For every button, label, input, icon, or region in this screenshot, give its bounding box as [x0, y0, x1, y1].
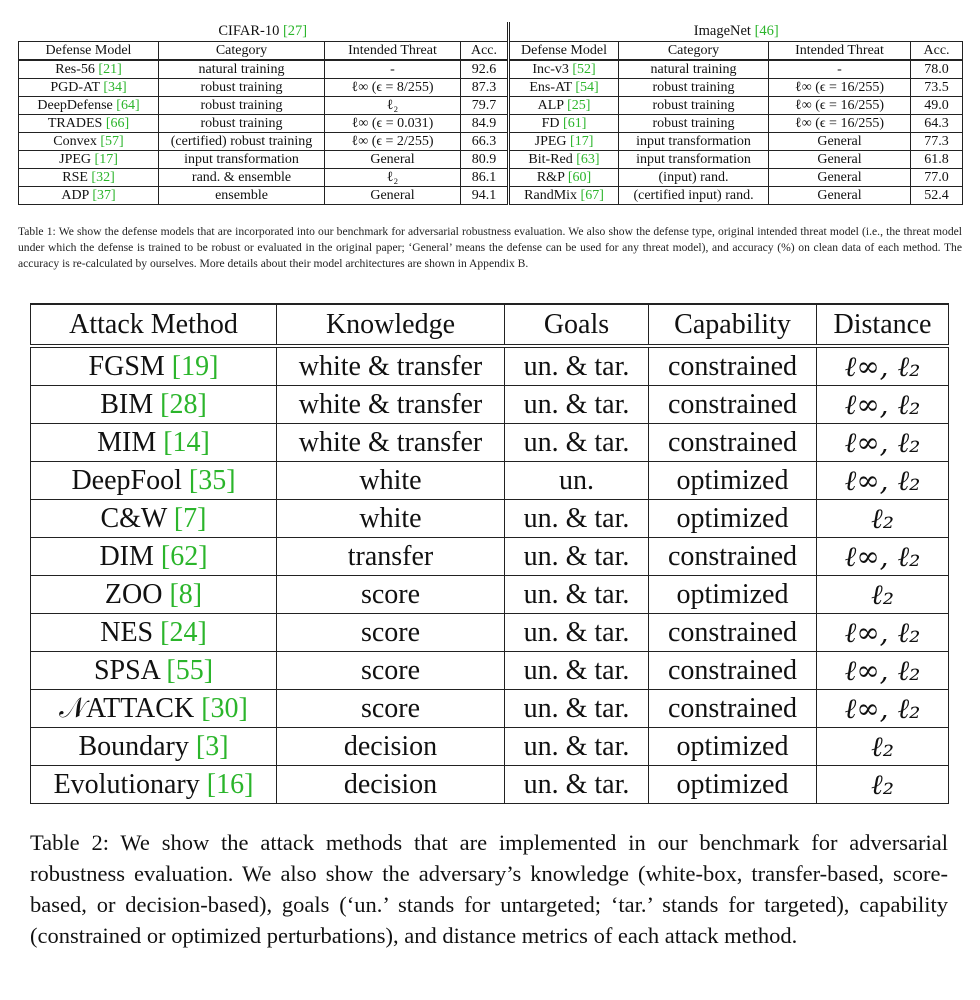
goals-cell: un. & tar.: [505, 538, 649, 576]
threat-cell: ℓ₂: [325, 97, 461, 115]
table-2-caption: Table 2: We show the attack methods that are implemented in our benchmark for adversarial robustness evaluation. We also show the adversary’s knowledge (white-box, transfer-based, score-based, or decision-based), goals (‘un.’ stands for untargeted; ‘tar.’ stands for targeted), capability (constrained or optimized perturbations), and distance metrics of each attack method.: [30, 830, 948, 948]
accuracy-cell: 77.3: [911, 133, 963, 151]
distance-cell: ℓ∞, ℓ₂: [817, 346, 949, 386]
accuracy-cell: 80.9: [461, 151, 509, 169]
capability-cell: constrained: [649, 690, 817, 728]
accuracy-cell: 78.0: [911, 60, 963, 79]
goals-cell: un.: [505, 462, 649, 500]
table-row: [31, 728, 949, 766]
defense-model-cell: JPEG [17]: [19, 151, 159, 169]
col-header: Category: [159, 42, 325, 61]
goals-cell: un. & tar.: [505, 386, 649, 424]
table-row: [31, 576, 949, 614]
goals-cell: un. & tar.: [505, 346, 649, 386]
capability-cell: constrained: [649, 538, 817, 576]
table-row: [31, 424, 949, 462]
table-2: [30, 303, 948, 804]
category-cell: (certified input) rand.: [619, 187, 769, 205]
distance-cell: ℓ₂: [817, 766, 949, 804]
accuracy-cell: 87.3: [461, 79, 509, 97]
col-header: Acc.: [911, 42, 963, 61]
threat-cell: General: [769, 187, 911, 205]
capability-cell: constrained: [649, 652, 817, 690]
goals-cell: un. & tar.: [505, 614, 649, 652]
knowledge-cell: white & transfer: [277, 424, 505, 462]
category-cell: input transformation: [159, 151, 325, 169]
defense-model-cell: Res-56 [21]: [19, 60, 159, 79]
defense-model-cell: ADP [37]: [19, 187, 159, 205]
distance-cell: ℓ₂: [817, 728, 949, 766]
table-row: [19, 115, 963, 133]
threat-cell: General: [325, 151, 461, 169]
category-cell: robust training: [159, 115, 325, 133]
goals-cell: un. & tar.: [505, 728, 649, 766]
distance-cell: ℓ∞, ℓ₂: [817, 614, 949, 652]
accuracy-cell: 94.1: [461, 187, 509, 205]
threat-cell: General: [769, 133, 911, 151]
capability-cell: constrained: [649, 346, 817, 386]
table-row: [31, 766, 949, 804]
accuracy-cell: 84.9: [461, 115, 509, 133]
table-row: [31, 690, 949, 728]
category-cell: input transformation: [619, 133, 769, 151]
distance-cell: ℓ∞, ℓ₂: [817, 386, 949, 424]
table-1-caption: Table 1: We show the defense models that are incorporated into our benchmark for adversarial robustness evaluation. We also show the defense type, original intended threat model (i.e., the threat model under which the defense is trained to be robust or evaluated in the original paper; ‘General’ means the defense can be used for any threat model), and accuracy (%) on clean data of each method. The accuracy is re-calculated by ourselves. More details about their model architectures are shown in Appendix B.: [18, 225, 962, 270]
col-header: Intended Threat: [325, 42, 461, 61]
distance-cell: ℓ₂: [817, 576, 949, 614]
category-cell: natural training: [159, 60, 325, 79]
distance-cell: ℓ∞, ℓ₂: [817, 424, 949, 462]
table-row: [19, 60, 963, 79]
attack-method-cell: Evolutionary [16]: [31, 766, 277, 804]
accuracy-cell: 49.0: [911, 97, 963, 115]
category-cell: rand. & ensemble: [159, 169, 325, 187]
table-row: [19, 187, 963, 205]
capability-cell: optimized: [649, 500, 817, 538]
col-header-goals: Goals: [505, 304, 649, 346]
defense-model-cell: Bit-Red [63]: [509, 151, 619, 169]
category-cell: robust training: [159, 79, 325, 97]
table-1: [18, 22, 962, 205]
table-row: [31, 614, 949, 652]
attack-method-cell: C&W [7]: [31, 500, 277, 538]
category-cell: robust training: [619, 115, 769, 133]
table-row: [31, 538, 949, 576]
accuracy-cell: 79.7: [461, 97, 509, 115]
category-cell: robust training: [619, 97, 769, 115]
defense-model-cell: PGD-AT [34]: [19, 79, 159, 97]
threat-cell: -: [769, 60, 911, 79]
accuracy-cell: 86.1: [461, 169, 509, 187]
table-1-group-header: [19, 22, 963, 42]
attack-method-cell: ZOO [8]: [31, 576, 277, 614]
group-cifar10: CIFAR-10 [27]: [218, 23, 308, 39]
accuracy-cell: 52.4: [911, 187, 963, 205]
knowledge-cell: white: [277, 500, 505, 538]
accuracy-cell: 73.5: [911, 79, 963, 97]
capability-cell: constrained: [649, 424, 817, 462]
accuracy-cell: 66.3: [461, 133, 509, 151]
table-row: [19, 79, 963, 97]
threat-cell: General: [769, 151, 911, 169]
accuracy-cell: 61.8: [911, 151, 963, 169]
category-cell: (input) rand.: [619, 169, 769, 187]
attack-method-cell: NES [24]: [31, 614, 277, 652]
threat-cell: ℓ∞ (ϵ = 16/255): [769, 79, 911, 97]
table-row: [19, 133, 963, 151]
knowledge-cell: decision: [277, 766, 505, 804]
col-header-distance: Distance: [817, 304, 949, 346]
capability-cell: optimized: [649, 462, 817, 500]
knowledge-cell: score: [277, 652, 505, 690]
attack-method-cell: DeepFool [35]: [31, 462, 277, 500]
col-header: Defense Model: [19, 42, 159, 61]
defense-model-cell: JPEG [17]: [509, 133, 619, 151]
knowledge-cell: white & transfer: [277, 386, 505, 424]
col-header: Defense Model: [509, 42, 619, 61]
attack-method-cell: BIM [28]: [31, 386, 277, 424]
table-row: [31, 500, 949, 538]
attack-method-cell: 𝒩ATTACK [30]: [31, 690, 277, 728]
accuracy-cell: 92.6: [461, 60, 509, 79]
threat-cell: ℓ∞ (ϵ = 2/255): [325, 133, 461, 151]
threat-cell: General: [769, 169, 911, 187]
category-cell: robust training: [619, 79, 769, 97]
defense-model-cell: DeepDefense [64]: [19, 97, 159, 115]
table-row: [19, 169, 963, 187]
threat-cell: ℓ∞ (ϵ = 0.031): [325, 115, 461, 133]
capability-cell: constrained: [649, 614, 817, 652]
defense-models-table: [18, 22, 963, 205]
table-2-column-headers: [31, 304, 949, 346]
table-row: [19, 151, 963, 169]
category-cell: ensemble: [159, 187, 325, 205]
col-header: Intended Threat: [769, 42, 911, 61]
defense-model-cell: ALP [25]: [509, 97, 619, 115]
table-row: [31, 652, 949, 690]
attack-method-cell: Boundary [3]: [31, 728, 277, 766]
distance-cell: ℓ₂: [817, 500, 949, 538]
attack-methods-table: [30, 303, 949, 804]
defense-model-cell: Inc-v3 [52]: [509, 60, 619, 79]
capability-cell: optimized: [649, 728, 817, 766]
col-header: Category: [619, 42, 769, 61]
defense-model-cell: TRADES [66]: [19, 115, 159, 133]
attack-method-cell: SPSA [55]: [31, 652, 277, 690]
knowledge-cell: score: [277, 576, 505, 614]
knowledge-cell: decision: [277, 728, 505, 766]
defense-model-cell: RandMix [67]: [509, 187, 619, 205]
defense-model-cell: Ens-AT [54]: [509, 79, 619, 97]
attack-method-cell: DIM [62]: [31, 538, 277, 576]
capability-cell: optimized: [649, 766, 817, 804]
category-cell: natural training: [619, 60, 769, 79]
knowledge-cell: score: [277, 690, 505, 728]
goals-cell: un. & tar.: [505, 690, 649, 728]
knowledge-cell: white: [277, 462, 505, 500]
defense-model-cell: FD [61]: [509, 115, 619, 133]
threat-cell: -: [325, 60, 461, 79]
goals-cell: un. & tar.: [505, 500, 649, 538]
distance-cell: ℓ∞, ℓ₂: [817, 690, 949, 728]
table-row: [31, 462, 949, 500]
knowledge-cell: score: [277, 614, 505, 652]
distance-cell: ℓ∞, ℓ₂: [817, 462, 949, 500]
category-cell: robust training: [159, 97, 325, 115]
table-row: [19, 97, 963, 115]
goals-cell: un. & tar.: [505, 766, 649, 804]
goals-cell: un. & tar.: [505, 652, 649, 690]
table-row: [31, 386, 949, 424]
capability-cell: optimized: [649, 576, 817, 614]
defense-model-cell: Convex [57]: [19, 133, 159, 151]
table-1-column-headers: [19, 42, 963, 61]
knowledge-cell: transfer: [277, 538, 505, 576]
threat-cell: ℓ∞ (ϵ = 16/255): [769, 97, 911, 115]
threat-cell: ℓ₂: [325, 169, 461, 187]
accuracy-cell: 77.0: [911, 169, 963, 187]
defense-model-cell: R&P [60]: [509, 169, 619, 187]
distance-cell: ℓ∞, ℓ₂: [817, 652, 949, 690]
threat-cell: ℓ∞ (ϵ = 16/255): [769, 115, 911, 133]
col-header-attack-method: Attack Method: [31, 304, 277, 346]
capability-cell: constrained: [649, 386, 817, 424]
attack-method-cell: FGSM [19]: [31, 346, 277, 386]
accuracy-cell: 64.3: [911, 115, 963, 133]
col-header-capability: Capability: [649, 304, 817, 346]
goals-cell: un. & tar.: [505, 424, 649, 462]
knowledge-cell: white & transfer: [277, 346, 505, 386]
goals-cell: un. & tar.: [505, 576, 649, 614]
category-cell: (certified) robust training: [159, 133, 325, 151]
attack-method-cell: MIM [14]: [31, 424, 277, 462]
defense-model-cell: RSE [32]: [19, 169, 159, 187]
category-cell: input transformation: [619, 151, 769, 169]
group-imagenet: ImageNet [46]: [509, 22, 963, 42]
threat-cell: General: [325, 187, 461, 205]
col-header: Acc.: [461, 42, 509, 61]
distance-cell: ℓ∞, ℓ₂: [817, 538, 949, 576]
threat-cell: ℓ∞ (ϵ = 8/255): [325, 79, 461, 97]
table-row: [31, 346, 949, 386]
col-header-knowledge: Knowledge: [277, 304, 505, 346]
